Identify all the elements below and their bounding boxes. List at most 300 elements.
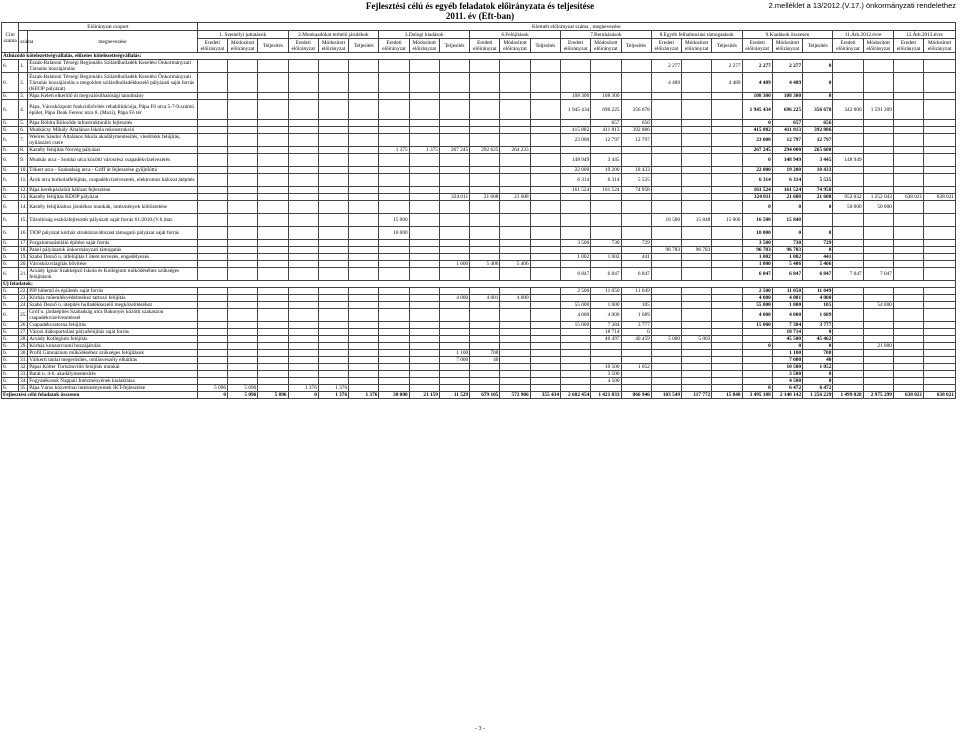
row-number: 31. (20, 357, 27, 363)
row-value: 6 847 (803, 268, 833, 281)
row-value: 5 535 (621, 174, 651, 187)
row-value (712, 385, 742, 392)
row-value (258, 120, 288, 127)
row-value (349, 302, 379, 309)
row-value (439, 214, 469, 227)
row-value (560, 336, 590, 343)
row-value (288, 329, 318, 336)
row-value: 264 233 (500, 147, 530, 154)
row-value: 1 945 434 (742, 100, 772, 120)
subheader-teljesites: Teljesítés (621, 39, 651, 53)
subheader-eredeti: Eredeti előirányzat (833, 39, 863, 53)
row-value: 324 011 (439, 194, 469, 201)
row-value: 5 406 (772, 261, 802, 268)
section-carryover (2, 53, 956, 60)
row-value (621, 261, 651, 268)
row-value (682, 302, 712, 309)
row-value: 40 497 (591, 336, 621, 343)
row-value (863, 187, 893, 194)
row-value (409, 240, 439, 247)
row-value (591, 201, 621, 214)
row-value: 5 406 (470, 261, 500, 268)
row-value: 1 376 (288, 385, 318, 392)
row-value: 1 002 (591, 254, 621, 261)
row-value: 50 000 (833, 201, 863, 214)
row-value (863, 254, 893, 261)
row-value (379, 329, 409, 336)
row-value: 657 (772, 120, 802, 127)
row-value (500, 134, 530, 147)
row-value (500, 343, 530, 350)
row-value (439, 187, 469, 194)
row-value (318, 302, 348, 309)
row-value (651, 364, 681, 371)
totals-value: 2 682 454 (560, 392, 590, 399)
table-row (2, 364, 956, 371)
row-number: 9. (19, 154, 28, 167)
row-value (500, 187, 530, 194)
row-value (682, 371, 712, 378)
row-value (530, 73, 560, 93)
row-value: 0 (742, 120, 772, 127)
row-value (258, 295, 288, 302)
row-name: Weöres Sándor Általános Iskola akadálymentesítés, viesblokk felújítás, nyílászáró csere (28, 134, 198, 147)
row-number: 15. (19, 214, 28, 227)
row-value (197, 214, 227, 227)
row-value (258, 100, 288, 120)
row-value (409, 201, 439, 214)
row-value (924, 309, 956, 322)
row-value (349, 336, 379, 343)
row-cim: 6. (2, 322, 19, 329)
row-value (560, 120, 590, 127)
row-value (470, 227, 500, 240)
row-value (893, 385, 923, 392)
totals-value: 638 021 (893, 392, 923, 399)
row-value: 108 300 (772, 93, 802, 100)
row-value (530, 214, 560, 227)
row-name: Szabó Dezső u. útépítés hulladékkezelő megközelítéséhez (28, 302, 198, 309)
row-value: 21 608 (772, 194, 802, 201)
row-value (379, 127, 409, 134)
row-value (712, 254, 742, 261)
table-row (2, 385, 956, 392)
row-value: 2 277 (742, 60, 772, 73)
row-value (349, 240, 379, 247)
row-value (228, 93, 258, 100)
row-value (742, 378, 772, 385)
section-carryover-label: Áthúzódó kötelezettségvállalás, előzetes kötelezettségvállalás: (2, 53, 956, 60)
row-value (651, 147, 681, 154)
row-value: 4 489 (742, 73, 772, 93)
row-value: 730 (591, 240, 621, 247)
row-value: 6 472 (772, 385, 802, 392)
row-value: 105 (803, 302, 833, 309)
row-value (530, 343, 560, 350)
table-row (2, 309, 956, 322)
row-value (500, 201, 530, 214)
row-value (197, 100, 227, 120)
row-value (197, 201, 227, 214)
row-value: 3 777 (803, 322, 833, 329)
row-cim: 6. (2, 329, 19, 336)
row-value (651, 154, 681, 167)
row-value: 18 714 (772, 329, 802, 336)
row-value (712, 194, 742, 201)
row-number: 22. (20, 288, 27, 294)
row-value: 415 882 (560, 127, 590, 134)
header-cat-3: 6.Felújítások (470, 31, 561, 39)
row-value (288, 100, 318, 120)
row-value: 4 000 (591, 309, 621, 322)
row-value (379, 254, 409, 261)
row-value (833, 350, 863, 357)
row-value (318, 378, 348, 385)
row-value (712, 329, 742, 336)
row-value (228, 187, 258, 194)
row-value (712, 93, 742, 100)
row-value: 1 000 (439, 261, 469, 268)
subheader-eredeti: Eredeti előirányzat (742, 39, 772, 53)
row-value: 96 783 (682, 247, 712, 254)
totals-value: 0 (197, 392, 227, 399)
row-cim: 6. (2, 147, 19, 154)
row-value (349, 120, 379, 127)
row-value (318, 254, 348, 261)
row-name: Kastély felújítás KDOP pályázat (28, 194, 198, 201)
row-value (621, 378, 651, 385)
row-value (682, 385, 712, 392)
row-value (439, 343, 469, 350)
row-value: 148 949 (772, 154, 802, 167)
row-value: 6 847 (591, 268, 621, 281)
row-value: 2 277 (651, 60, 681, 73)
row-value (682, 120, 712, 127)
row-value: 5 000 (651, 336, 681, 343)
row-cim: 6. (2, 295, 19, 302)
row-value (409, 93, 439, 100)
row-value: 11 049 (803, 288, 833, 295)
row-number: 16. (19, 227, 28, 240)
row-value: 392 886 (621, 127, 651, 134)
row-value (258, 201, 288, 214)
row-number: 2. (19, 73, 28, 93)
row-value (863, 364, 893, 371)
row-value (682, 227, 712, 240)
row-value (863, 336, 893, 343)
row-value (621, 247, 651, 254)
row-value (288, 350, 318, 357)
row-value (833, 288, 863, 295)
row-value (833, 227, 863, 240)
row-value (318, 364, 348, 371)
row-value (833, 214, 863, 227)
row-value (742, 329, 772, 336)
row-value (863, 357, 893, 364)
row-number: 12. (20, 187, 27, 193)
row-number: 17. (20, 240, 27, 246)
row-value (682, 364, 712, 371)
row-value (228, 154, 258, 167)
row-value: 1 375 (379, 147, 409, 154)
row-cim: 6. (2, 73, 19, 93)
row-value (924, 288, 956, 295)
row-value (258, 288, 288, 295)
row-number: 21. (19, 268, 28, 281)
row-value (863, 134, 893, 147)
row-name: Tűzoltóság eszközfejlesztés pályázati saját forrás 61/2010.(V.6.)hat. (28, 214, 198, 227)
row-value: 10 000 (379, 227, 409, 240)
row-value (409, 364, 439, 371)
row-value (712, 147, 742, 154)
row-value (560, 73, 590, 93)
row-value (682, 201, 712, 214)
row-value (893, 154, 923, 167)
row-cim: 6. (2, 134, 19, 147)
row-value (379, 288, 409, 295)
row-value (651, 194, 681, 201)
subheader-modositott: Módosított előirányzat (591, 39, 621, 53)
row-value (530, 60, 560, 73)
row-name: Pápa kerékpáráróút hálózat fejlesztése (28, 187, 198, 194)
row-name: Árok utca burkolatfelújítás, csapadékvízelvezetés, elektromos hálózat átépítés (28, 174, 198, 187)
totals-value: 117 772 (682, 392, 712, 399)
row-value: 10 500 (591, 364, 621, 371)
row-value: 1 100 (772, 350, 802, 357)
row-value: 441 (621, 254, 651, 261)
row-value (530, 336, 560, 343)
row-value: 2 500 (742, 288, 772, 295)
row-value (470, 100, 500, 120)
row-value: 0 (803, 371, 833, 378)
row-name: Munkás utca - Somlai utca közötti városrész csapadékvízelvezetés (28, 154, 198, 167)
row-value: 708 (803, 350, 833, 357)
row-number: 13. (20, 194, 27, 200)
row-value (439, 240, 469, 247)
row-value (228, 147, 258, 154)
row-value: 1 052 (803, 364, 833, 371)
row-value (560, 329, 590, 336)
table-row (2, 350, 956, 357)
row-value (470, 343, 500, 350)
row-value (409, 194, 439, 201)
row-value: 2 277 (712, 60, 742, 73)
row-value: 15 848 (772, 214, 802, 227)
row-value: 15 000 (560, 322, 590, 329)
row-value: 952 032 (833, 194, 863, 201)
row-value (924, 268, 956, 281)
row-name: Kastély felújításhoz járulékos munkák, intézmények költöztetése (28, 201, 198, 214)
row-cim: 6. (2, 247, 19, 254)
row-value (349, 147, 379, 154)
row-value: 54 000 (863, 302, 893, 309)
header-row-1 (2, 23, 956, 31)
header-cat-0: 1. Személyi juttatások (197, 31, 288, 39)
row-value: 415 882 (742, 127, 772, 134)
row-value (500, 120, 530, 127)
row-value (318, 127, 348, 134)
row-cim: 6. (2, 254, 19, 261)
row-value (228, 214, 258, 227)
row-value (651, 268, 681, 281)
row-value (924, 357, 956, 364)
row-value: 148 949 (560, 154, 590, 167)
row-value (530, 247, 560, 254)
row-value: 6 472 (803, 385, 833, 392)
row-value (924, 73, 956, 93)
row-value (409, 261, 439, 268)
row-value (258, 147, 288, 154)
row-value (863, 322, 893, 329)
row-value: 4 000 (742, 309, 772, 322)
row-value (258, 302, 288, 309)
row-value (500, 371, 530, 378)
row-value (197, 174, 227, 187)
row-value (682, 329, 712, 336)
row-value (288, 261, 318, 268)
row-value (409, 227, 439, 240)
header-szama: száma (19, 31, 28, 53)
row-value: 3 500 (560, 240, 590, 247)
row-value: 0 (803, 378, 833, 385)
row-value (439, 60, 469, 73)
row-value: 1 100 (439, 350, 469, 357)
row-value (470, 120, 500, 127)
row-value: 1 689 (803, 309, 833, 322)
row-value (651, 322, 681, 329)
row-value (924, 154, 956, 167)
row-cim: 6. (2, 336, 19, 343)
row-value (349, 261, 379, 268)
row-value (379, 268, 409, 281)
row-value (893, 100, 923, 120)
row-value: 0 (772, 201, 802, 214)
row-value (197, 127, 227, 134)
table-row (2, 378, 956, 385)
row-value (228, 302, 258, 309)
row-value (197, 240, 227, 247)
row-value (318, 247, 348, 254)
row-value (288, 214, 318, 227)
row-number: 3. (19, 93, 28, 100)
row-value (409, 167, 439, 174)
row-value (258, 167, 288, 174)
row-value (833, 167, 863, 174)
row-value: 411 813 (591, 127, 621, 134)
row-number: 14. (19, 201, 28, 214)
annex-note: 2.melléklet a 13/2012.(V.17.) önkormányzati rendelethez (768, 1, 956, 10)
row-number: 32. (20, 364, 27, 370)
row-value (439, 288, 469, 295)
row-value (863, 93, 893, 100)
row-value: 18 433 (803, 167, 833, 174)
row-value (500, 214, 530, 227)
row-value (197, 147, 227, 154)
row-value (379, 322, 409, 329)
row-value (530, 194, 560, 201)
row-value (258, 261, 288, 268)
row-value (893, 201, 923, 214)
row-value: 21 608 (470, 194, 500, 201)
row-value (833, 364, 863, 371)
row-name: Forgalomszámláló építése saját forrás (28, 240, 198, 247)
table-row (2, 288, 956, 295)
row-name: Acsády Kollégium felújítás (28, 336, 198, 343)
row-value (833, 187, 863, 194)
row-value (409, 336, 439, 343)
row-value: 4 500 (591, 378, 621, 385)
row-value: 5 003 (682, 336, 712, 343)
row-value (197, 295, 227, 302)
totals-value: 1 376 (318, 392, 348, 399)
row-value (318, 268, 348, 281)
row-value (833, 120, 863, 127)
row-value (530, 227, 560, 240)
row-value (833, 147, 863, 154)
row-value (621, 227, 651, 240)
row-value (803, 214, 833, 227)
row-value: 5 406 (500, 261, 530, 268)
row-value (349, 357, 379, 364)
row-value (409, 295, 439, 302)
row-value (530, 268, 560, 281)
row-value (651, 295, 681, 302)
row-value (349, 194, 379, 201)
row-value: 3 445 (591, 154, 621, 167)
row-value (863, 247, 893, 254)
row-value (682, 378, 712, 385)
subheader-eredeti: Eredeti előirányzat (651, 39, 681, 53)
row-value: 7 384 (591, 322, 621, 329)
row-value (530, 254, 560, 261)
row-value (712, 302, 742, 309)
row-value (439, 385, 469, 392)
row-value (651, 240, 681, 247)
row-value (500, 174, 530, 187)
row-value: 441 (803, 254, 833, 261)
row-value: 1 591 209 (863, 100, 893, 120)
row-value (349, 60, 379, 73)
row-value (530, 329, 560, 336)
totals-value: 679 105 (470, 392, 500, 399)
row-value (651, 187, 681, 194)
row-value (470, 247, 500, 254)
row-value (500, 357, 530, 364)
row-cim: 6. (2, 174, 19, 187)
row-value (258, 357, 288, 364)
row-value (409, 247, 439, 254)
row-value (863, 350, 893, 357)
row-value (379, 187, 409, 194)
row-value: 656 (803, 120, 833, 127)
row-value (258, 371, 288, 378)
row-value: 18 433 (621, 167, 651, 174)
row-value (439, 120, 469, 127)
row-value (379, 302, 409, 309)
row-value (439, 127, 469, 134)
row-value (228, 309, 258, 322)
row-value (288, 187, 318, 194)
row-value (682, 357, 712, 364)
row-value (318, 100, 348, 120)
row-value: 21 608 (500, 194, 530, 201)
row-value: 6 314 (742, 174, 772, 187)
row-value (197, 288, 227, 295)
row-value (228, 371, 258, 378)
subheader-modositott: Módosított előirányzat (318, 39, 348, 53)
row-value (651, 261, 681, 268)
row-value (530, 385, 560, 392)
